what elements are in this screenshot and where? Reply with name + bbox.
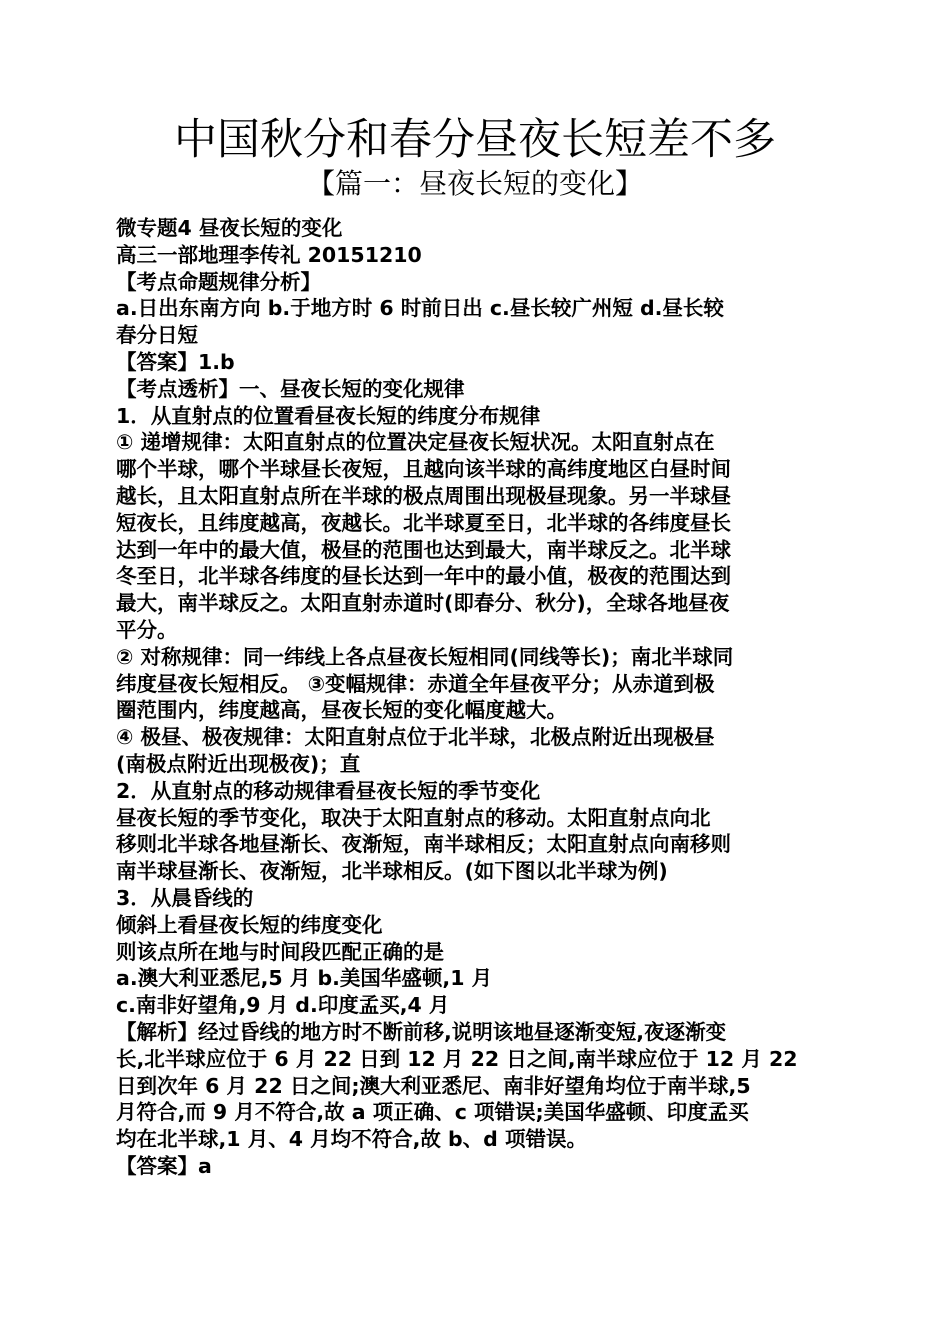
text-line: 3．从晨昏线的 bbox=[116, 885, 254, 910]
text-line: 达到一年中的最大值，极昼的范围也达到最大，南半球反之。北半球 bbox=[116, 537, 731, 562]
text-line: 【答案】1.b bbox=[116, 349, 235, 374]
text-line: ① 递增规律：太阳直射点的位置决定昼夜长短状况。太阳直射点在 bbox=[116, 430, 715, 455]
document-subtitle: 【篇一：昼夜长短的变化】 bbox=[306, 167, 643, 200]
text-line: 高三一部地理李传礼 20151210 bbox=[116, 242, 422, 267]
text-line: 【考点透析】一、昼夜长短的变化规律 bbox=[116, 376, 465, 401]
text-line: 昼夜长短的季节变化，取决于太阳直射点的移动。太阳直射点向北 bbox=[116, 805, 711, 830]
text-line: 则该点所在地与时间段匹配正确的是 bbox=[116, 939, 444, 964]
text-line: 均在北半球,1 月、4 月均不符合,故 b、d 项错误。 bbox=[116, 1127, 587, 1152]
text-line: 【答案】a bbox=[116, 1153, 212, 1178]
text-line: 【解析】经过昏线的地方时不断前移,说明该地昼逐渐变短,夜逐渐变 bbox=[116, 1019, 727, 1044]
text-line: 短夜长，且纬度越高，夜越长。北半球夏至日，北半球的各纬度昼长 bbox=[116, 510, 731, 535]
text-line: 日到次年 6 月 22 日之间;澳大利亚悉尼、南非好望角均位于南半球,5 bbox=[116, 1073, 751, 1098]
text-line: a.澳大利亚悉尼,5 月 b.美国华盛顿,1 月 bbox=[116, 966, 493, 991]
text-line: 春分日短 bbox=[116, 323, 198, 348]
text-line: 冬至日，北半球各纬度的昼长达到一年中的最小值，极夜的范围达到 bbox=[116, 564, 731, 589]
text-line: 月符合,而 9 月不符合,故 a 项正确、c 项错误;美国华盛顿、印度孟买 bbox=[116, 1100, 749, 1125]
text-line: 最大，南半球反之。太阳直射赤道时(即春分、秋分)，全球各地昼夜 bbox=[116, 591, 730, 616]
text-line: 哪个半球，哪个半球昼长夜短，且越向该半球的高纬度地区白昼时间 bbox=[116, 457, 731, 482]
text-line: 越长，且太阳直射点所在半球的极点周围出现极昼现象。另一半球昼 bbox=[116, 483, 731, 508]
document-title: 中国秋分和春分昼夜长短差不多 bbox=[174, 115, 776, 165]
text-line: ② 对称规律：同一纬线上各点昼夜长短相同(同线等长)；南北半球同 bbox=[116, 644, 734, 669]
text-line: 平分。 bbox=[116, 617, 178, 642]
text-line: c.南非好望角,9 月 d.印度孟买,4 月 bbox=[116, 993, 450, 1018]
text-line: 长,北半球应位于 6 月 22 日到 12 月 22 日之间,南半球应位于 12 月 22 bbox=[116, 1046, 798, 1071]
text-line: a.日出东南方向 b.于地方时 6 时前日出 c.昼长较广州短 d.昼长较 bbox=[116, 296, 724, 321]
text-line: 2．从直射点的移动规律看昼夜长短的季节变化 bbox=[116, 778, 541, 803]
text-line: ④ 极昼、极夜规律：太阳直射点位于北半球，北极点附近出现极昼 bbox=[116, 725, 715, 750]
text-line: 纬度昼夜长短相反。 ③变幅规律：赤道全年昼夜平分；从赤道到极 bbox=[116, 671, 715, 696]
text-line: 1．从直射点的位置看昼夜长短的纬度分布规律 bbox=[116, 403, 541, 428]
document-body bbox=[116, 215, 836, 1180]
text-line: (南极点附近出现极夜)；直 bbox=[116, 751, 361, 776]
text-line: 微专题4 昼夜长短的变化 bbox=[116, 216, 343, 240]
text-line: 圈范围内，纬度越高，昼夜长短的变化幅度越大。 bbox=[116, 698, 567, 723]
text-line: 移则北半球各地昼渐长、夜渐短，南半球相反；太阳直射点向南移则 bbox=[116, 832, 731, 857]
text-line: 倾斜上看昼夜长短的纬度变化 bbox=[116, 912, 383, 937]
text-line: 【考点命题规律分析】 bbox=[116, 269, 321, 294]
text-line: 南半球昼渐长、夜渐短，北半球相反。(如下图以北半球为例) bbox=[116, 859, 668, 884]
